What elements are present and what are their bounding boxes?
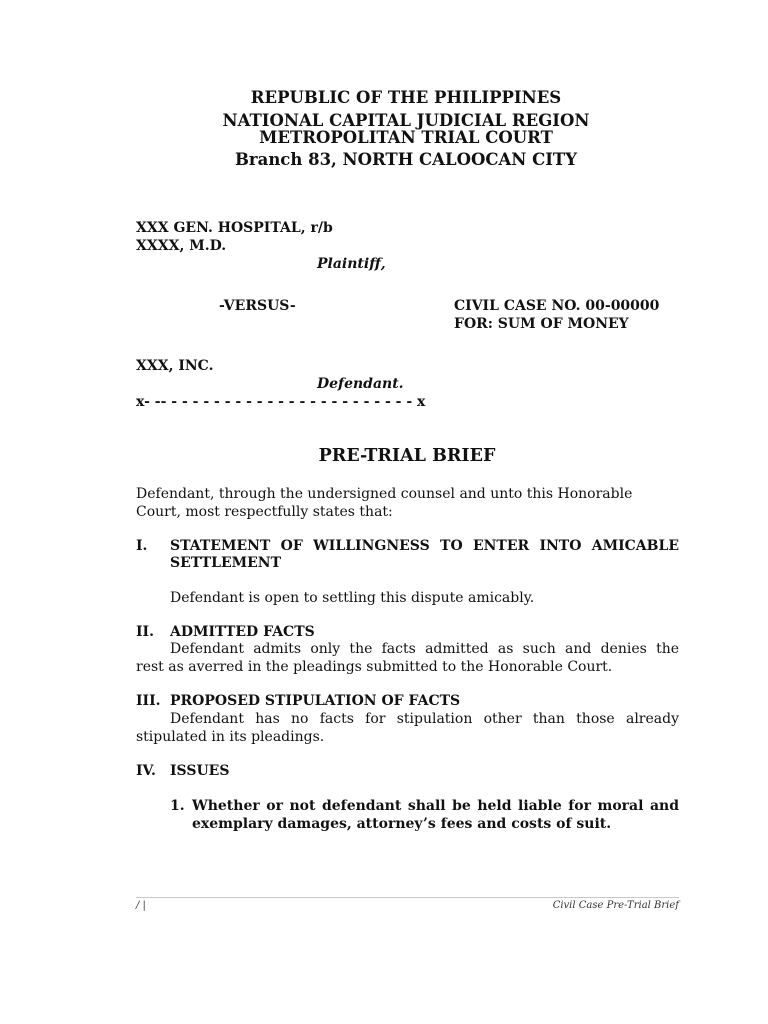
case-nature: FOR: SUM OF MONEY	[454, 316, 629, 332]
section-3-heading: PROPOSED STIPULATION OF FACTS	[170, 693, 461, 709]
intro-line-1: Defendant, through the undersigned counsel and unto this Honorable	[136, 486, 633, 502]
caption-separator: x- -- - - - - - - - - - - - - - - - - - - - - - - - x	[136, 394, 426, 410]
court-header-line-1: REPUBLIC OF THE PHILIPPINES	[250, 88, 562, 107]
section-4-number: IV.	[136, 763, 156, 779]
issue-1-line-1: Whether or not defendant shall be held liable for moral and	[192, 798, 679, 814]
section-2-number: II.	[136, 624, 154, 640]
section-2-body-line-2: rest as averred in the pleadings submitted to the Honorable Court.	[136, 659, 613, 675]
court-header-line-2: NATIONAL CAPITAL JUDICIAL REGION	[222, 111, 590, 130]
section-1-heading-line-2: SETTLEMENT	[170, 555, 282, 571]
footer-page-number: / |	[136, 900, 146, 911]
issue-1-line-2: exemplary damages, attorney’s fees and costs of suit.	[192, 816, 612, 832]
section-3-body-line-2: stipulated in its pleadings.	[136, 729, 325, 745]
plaintiff-name-line-1: XXX GEN. HOSPITAL, r/b	[136, 220, 333, 236]
section-1-body: Defendant is open to settling this dispute amicably.	[170, 590, 535, 606]
section-1-number: I.	[136, 538, 148, 554]
issue-1-number: 1.	[170, 798, 185, 814]
section-1-heading-line-1: STATEMENT OF WILLINGNESS TO ENTER INTO AMICABLE	[170, 538, 679, 554]
versus-label: -VERSUS-	[219, 298, 296, 314]
defendant-role: Defendant.	[317, 376, 404, 392]
defendant-name: XXX, INC.	[136, 358, 214, 374]
plaintiff-role: Plaintiff,	[317, 256, 386, 272]
section-4-heading: ISSUES	[170, 763, 230, 779]
court-header-line-3: METROPOLITAN TRIAL COURT	[259, 128, 553, 147]
section-3-body-line-1: Defendant has no facts for stipulation other than those already	[170, 711, 679, 727]
footer-divider	[136, 897, 679, 898]
document-title: PRE-TRIAL BRIEF	[318, 446, 496, 466]
section-2-body-line-1: Defendant admits only the facts admitted as such and denies the	[170, 641, 679, 657]
section-3-number: III.	[136, 693, 161, 709]
case-number: CIVIL CASE NO. 00-00000	[454, 298, 660, 314]
footer-document-title: Civil Case Pre-Trial Brief	[552, 900, 679, 911]
court-header-line-4: Branch 83, NORTH CALOOCAN CITY	[234, 150, 577, 169]
plaintiff-name-line-2: XXXX, M.D.	[136, 238, 227, 254]
intro-line-2: Court, most respectfully states that:	[136, 504, 393, 520]
section-2-heading: ADMITTED FACTS	[170, 624, 315, 640]
